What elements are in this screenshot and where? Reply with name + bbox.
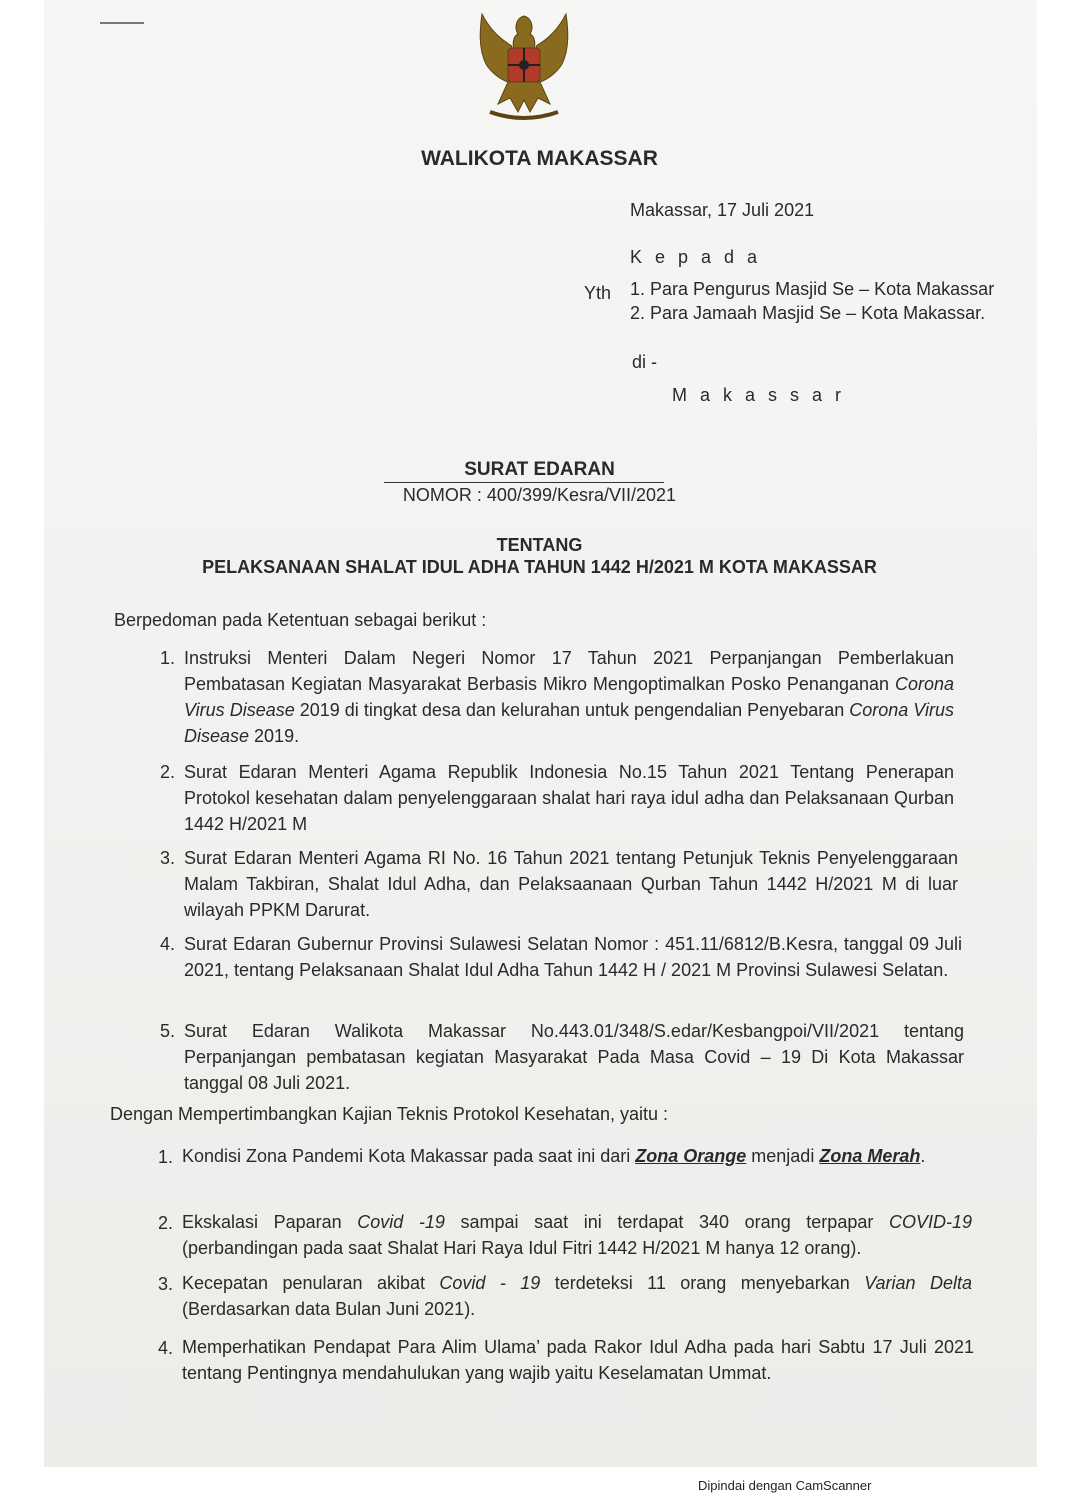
list-number: 5. xyxy=(160,1021,176,1041)
recipient-item: 1. Para Pengurus Masjid Se – Kota Makassar xyxy=(630,279,995,299)
garuda-emblem-icon xyxy=(468,8,580,128)
list-item: Surat Edaran Menteri Agama Republik Indonesia No.15 Tahun 2021 Tentang Penerapan Protokol kesehatan dalam penyelenggaraan shalat hari raya idul adha dan Pelaksanaan Qurban 1442 H/2021 M xyxy=(184,762,954,834)
scanner-footer: Dipindai dengan CamScanner xyxy=(698,1478,872,1493)
section2-intro: Dengan Mempertimbangkan Kajian Teknis Protokol Kesehatan, yaitu : xyxy=(110,1104,668,1124)
list-number: 1. xyxy=(160,648,176,668)
list-item: Kondisi Zona Pandemi Kota Makassar pada saat ini dari Zona Orange menjadi Zona Merah. xyxy=(182,1146,926,1166)
about-label: TENTANG xyxy=(496,535,583,555)
circular-subject: PELAKSANAAN SHALAT IDUL ADHA TAHUN 1442 H/2021 M KOTA MAKASSAR xyxy=(202,557,877,577)
list-number: 2. xyxy=(158,1213,174,1233)
city-label: M a k a s s a r xyxy=(672,385,846,405)
circular-number: NOMOR : 400/399/Kesra/VII/2021 xyxy=(402,485,677,505)
circular-title: SURAT EDARAN xyxy=(464,459,615,480)
list-item: Memperhatikan Pendapat Para Alim Ulama’ pada Rakor Idul Adha pada hari Sabtu 17 Juli 2021 tentang Pentingnya mendahulukan yang wajib yaitu Keselamatan Ummat. xyxy=(182,1337,974,1383)
list-number: 2. xyxy=(160,762,176,782)
section1-intro: Berpedoman pada Ketentuan sebagai berikut : xyxy=(114,610,487,630)
list-number: 4. xyxy=(158,1338,174,1358)
office-title: WALIKOTA MAKASSAR xyxy=(421,147,658,170)
list-item: Instruksi Menteri Dalam Negeri Nomor 17 Tahun 2021 Perpanjangan Pemberlakuan Pembatasan Kegiatan Masyarakat Berbasis Mikro Mengoptimalkan Posko Penanganan Corona Virus Disease 2019 di tingkat desa dan kelurahan untuk pengendalian Penyebaran Corona Virus Disease 2019. xyxy=(184,648,954,746)
list-item: Kecepatan penularan akibat Covid - 19 terdeteksi 11 orang menyebarkan Varian Delta (Berdasarkan data Bulan Juni 2021). xyxy=(182,1273,972,1319)
pen-mark xyxy=(100,22,144,24)
list-item: Surat Edaran Menteri Agama RI No. 16 Tahun 2021 tentang Petunjuk Teknis Penyelenggaraan Malam Takbiran, Shalat Idul Adha, dan Pelaksaanaan Qurban Tahun 1442 H/2021 M di luar wilayah PPKM Darurat. xyxy=(184,848,958,920)
list-item: Surat Edaran Gubernur Provinsi Sulawesi Selatan Nomor : 451.11/6812/B.Kesra, tanggal 09 Juli 2021, tentang Pelaksanaan Shalat Idul Adha Tahun 1442 H / 2021 M Provinsi Sulawesi Selatan. xyxy=(184,934,962,980)
list-item: Surat Edaran Walikota Makassar No.443.01/348/S.edar/Kesbangpoi/VII/2021 tentang Perpanjangan pembatasan kegiatan Masyarakat Pada Masa Covid – 19 Di Kota Makassar tanggal 08 Juli 2021. xyxy=(184,1021,964,1093)
list-number: 4. xyxy=(160,934,176,954)
list-number: 1. xyxy=(158,1147,174,1167)
title-underline xyxy=(384,482,664,483)
di-label: di - xyxy=(632,352,658,372)
yth-label: Yth xyxy=(584,283,612,303)
recipient-item: 2. Para Jamaah Masjid Se – Kota Makassar. xyxy=(630,303,986,323)
place-date: Makassar, 17 Juli 2021 xyxy=(630,200,815,220)
to-label: K e p a d a xyxy=(630,247,762,267)
list-number: 3. xyxy=(160,848,176,868)
list-item: Ekskalasi Paparan Covid -19 sampai saat ini terdapat 340 orang terpapar COVID-19 (perbandingan pada saat Shalat Hari Raya Idul Fitri 1442 H/2021 M hanya 12 orang). xyxy=(182,1212,972,1258)
list-number: 3. xyxy=(158,1274,174,1294)
